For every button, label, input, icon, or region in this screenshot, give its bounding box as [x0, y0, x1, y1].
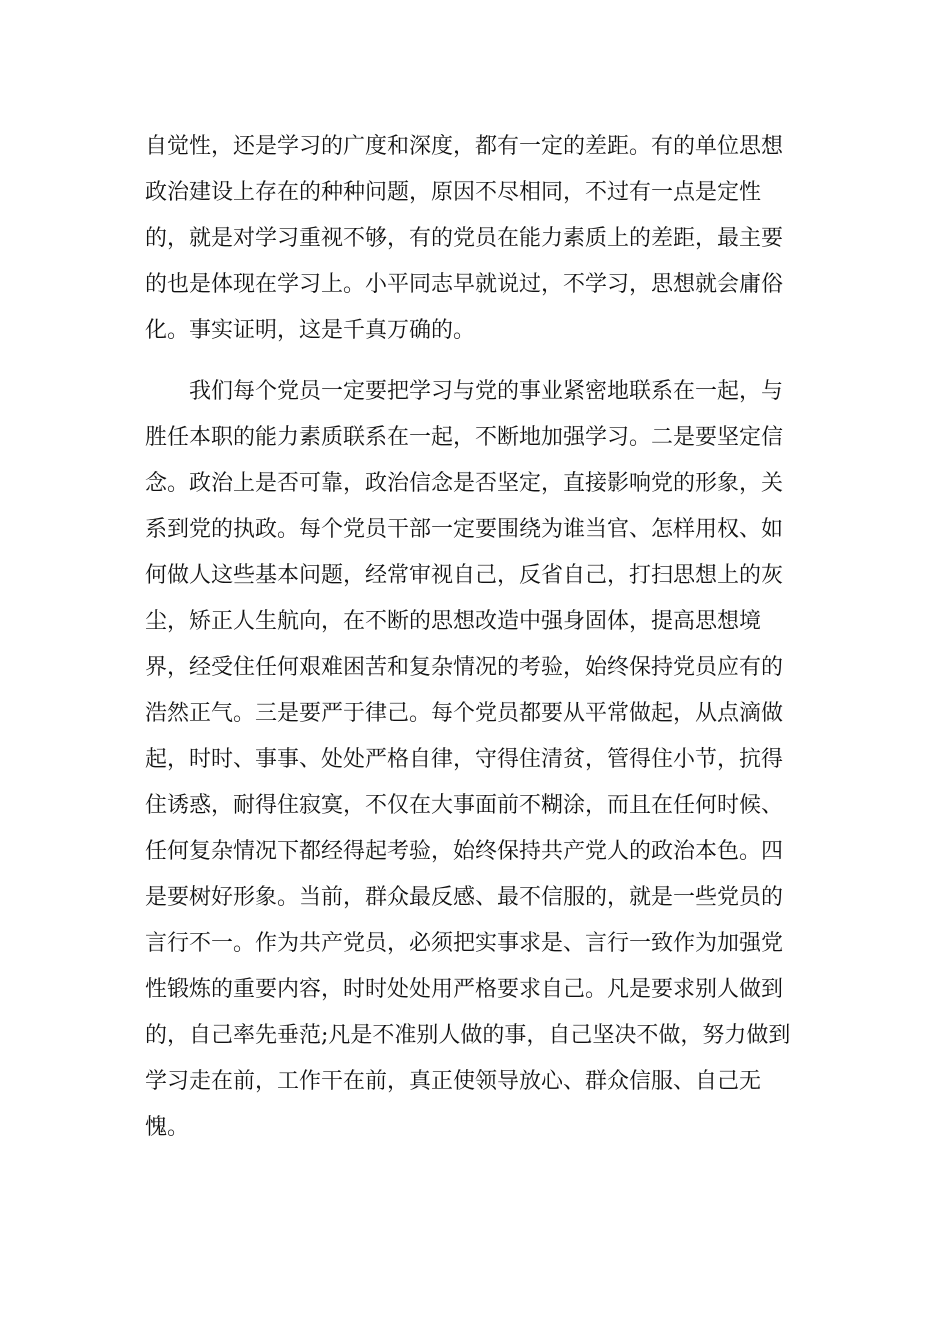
text-line: 的，就是对学习重视不够，有的党员在能力素质上的差距，最主要: [145, 226, 784, 251]
text-line: 任何复杂情况下都经得起考验，始终保持共产党人的政治本色。四: [145, 839, 784, 864]
text-line: 的，自己率先垂范;凡是不准别人做的事，自己坚决不做，努力做到: [145, 1023, 791, 1048]
text-line: 政治建设上存在的种种问题，原因不尽相同，不过有一点是定性: [145, 180, 762, 205]
text-line: 性锻炼的重要内容，时时处处用严格要求自己。凡是要求别人做到: [145, 977, 784, 1002]
text-line: 学习走在前，工作干在前，真正使领导放心、群众信服、自己无: [145, 1069, 762, 1094]
text-line: 界，经受住任何艰难困苦和复杂情况的考验，始终保持党员应有的: [145, 655, 784, 680]
text-line: 言行不一。作为共产党员，必须把实事求是、言行一致作为加强党: [145, 931, 784, 956]
text-line: 尘，矫正人生航向，在不断的思想改造中强身固体，提高思想境: [145, 609, 762, 634]
text-line: 愧。: [145, 1115, 190, 1140]
text-line: 化。事实证明，这是千真万确的。: [145, 318, 476, 343]
paragraph-first-line: 我们每个党员一定要把学习与党的事业紧密地联系在一起，与: [189, 379, 784, 404]
text-line: 的也是体现在学习上。小平同志早就说过，不学习，思想就会庸俗: [145, 272, 784, 297]
text-line: 自觉性，还是学习的广度和深度，都有一定的差距。有的单位思想: [145, 134, 784, 159]
text-line: 胜任本职的能力素质联系在一起，不断地加强学习。二是要坚定信: [145, 425, 784, 450]
text-line: 系到党的执政。每个党员干部一定要围绕为谁当官、怎样用权、如: [145, 517, 784, 542]
text-line: 起，时时、事事、处处严格自律，守得住清贫，管得住小节，抗得: [145, 747, 784, 772]
text-line: 住诱惑，耐得住寂寞，不仅在大事面前不糊涂，而且在任何时候、: [145, 793, 784, 818]
text-line: 何做人这些基本问题，经常审视自己，反省自己，打扫思想上的灰: [145, 563, 784, 588]
text-line: 是要树好形象。当前，群众最反感、最不信服的，就是一些党员的: [145, 885, 784, 910]
text-line: 浩然正气。三是要严于律己。每个党员都要从平常做起，从点滴做: [145, 701, 784, 726]
text-line: 念。政治上是否可靠，政治信念是否坚定，直接影响党的形象，关: [145, 471, 784, 496]
